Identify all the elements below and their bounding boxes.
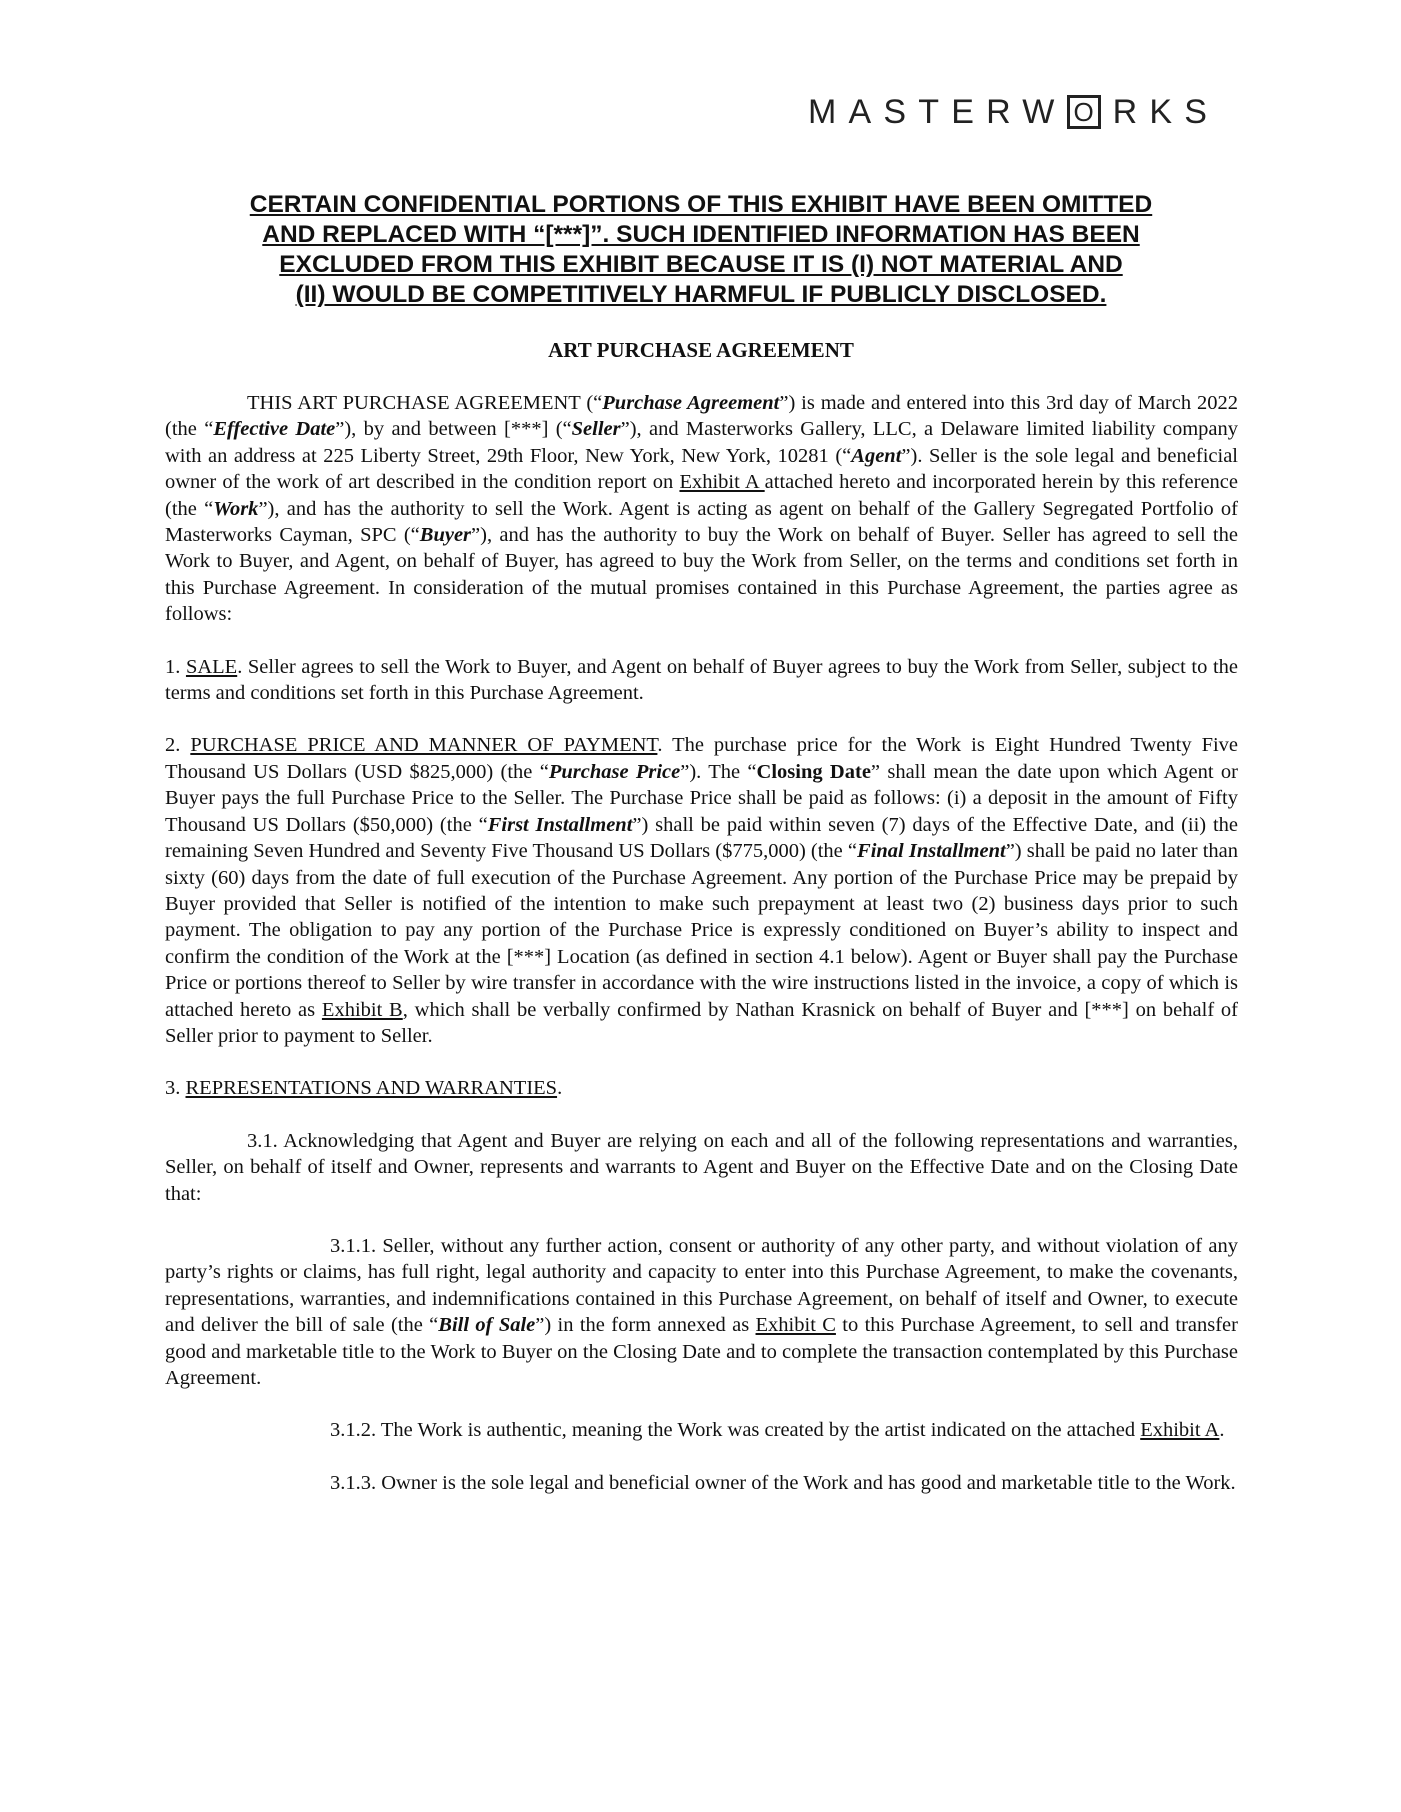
logo-text-start: MASTERW bbox=[808, 92, 1067, 131]
text-run: ”), and has the authority to sell the Work. Agent is acting as agent on behalf of the Gallery Segregated Portfolio of Masterworks Cayman, SPC (“ bbox=[165, 497, 1238, 547]
section-3-1: 3.1. Acknowledging that Agent and Buyer are relying on each and all of the following representations and warranties, Seller, on behalf of itself and Owner, represents and warrants to Agent and Buyer on the Effective Date and on the Closing Date that: bbox=[165, 1129, 1238, 1205]
legend-line: AND REPLACED WITH “[***]”. SUCH IDENTIFIED INFORMATION HAS BEEN bbox=[262, 221, 1140, 248]
document-title: ART PURCHASE AGREEMENT bbox=[548, 338, 854, 362]
section-number: 2. bbox=[165, 734, 191, 757]
defined-term: First Installment bbox=[487, 813, 633, 836]
section-2-purchase-price bbox=[165, 732, 1238, 1049]
exhibit-c-reference: Exhibit C bbox=[755, 1314, 836, 1337]
section-heading: REPRESENTATIONS AND WARRANTIES bbox=[185, 1077, 558, 1100]
section-3-1-3: 3.1.3. Owner is the sole legal and beneficial owner of the Work and has good and marketable title to the Work. bbox=[330, 1471, 1236, 1494]
defined-term: Buyer bbox=[419, 524, 472, 547]
masterworks-logo bbox=[808, 92, 1242, 132]
defined-term: Bill of Sale bbox=[438, 1314, 536, 1337]
section-number: 3. bbox=[165, 1077, 186, 1100]
text-run: ”) shall be paid within seven (7) days of the Effective Date, and (ii) the remaining Seven Hundred and Seventy Five Thousand US Dollars ($775,000) (the “ bbox=[165, 813, 1238, 863]
section-3-heading bbox=[165, 1075, 1238, 1101]
legend-line: EXCLUDED FROM THIS EXHIBIT BECAUSE IT IS (I) NOT MATERIAL AND bbox=[279, 251, 1123, 278]
section-heading: PURCHASE PRICE AND MANNER OF PAYMENT bbox=[190, 734, 658, 757]
defined-term: Closing Date bbox=[756, 760, 871, 783]
intro-paragraph bbox=[165, 390, 1238, 628]
section-number: 1. bbox=[165, 655, 186, 678]
section-3-1-1 bbox=[165, 1233, 1238, 1391]
text-run: ”). Seller is the sole legal and beneficial owner of the work of art described in the condition report on bbox=[165, 444, 1238, 494]
section-1-sale bbox=[165, 654, 1238, 707]
document-body bbox=[165, 390, 1238, 1496]
text-run: to this Purchase Agreement, to sell and transfer good and marketable title to the Work to Buyer on the Closing Date and to complete the transaction contemplated by this Purchase Agreement. bbox=[165, 1314, 1238, 1389]
text-run: ”). The “ bbox=[680, 760, 757, 783]
defined-term: Seller bbox=[571, 418, 621, 441]
defined-term: Agent bbox=[851, 444, 902, 467]
defined-term: Work bbox=[213, 497, 259, 520]
text-run: 3.1.2. The Work is authentic, meaning the Work was created by the artist indicated on the attached bbox=[330, 1419, 1141, 1442]
text-run: ”) shall be paid no later than sixty (60) days from the date of full execution of the Purchase Agreement. Any portion of the Purchase Price may be prepaid by Buyer provided that Seller is notified of the intention to make such prepayment at least two (2) business days prior to such payment. The obligation to pay any portion of the Purchase Price is expressly conditioned on Buyer’s ability to inspect and confirm the condition of the Work at the [***] Location (as defined in section 4.1 below). Agent or Buyer shall pay the Purchase Price or portions thereof to Seller by wire transfer in accordance with the wire instructions listed in the invoice, a copy of which is attached hereto as bbox=[165, 840, 1238, 1021]
section-3-1-2 bbox=[165, 1417, 1238, 1443]
text-run: ”) is made and entered into this 3rd day of March 2022 (the “ bbox=[165, 392, 1238, 441]
text-run: . bbox=[1219, 1419, 1225, 1442]
legend-line: (II) WOULD BE COMPETITIVELY HARMFUL IF PUBLICLY DISCLOSED. bbox=[295, 281, 1107, 308]
text-run: ”), by and between [***] (“ bbox=[335, 418, 572, 441]
text-run: ” shall mean the date upon which Agent or Buyer pays the full Purchase Price to the Seller. The Purchase Price shall be paid as follows: (i) a deposit in the amount of Fifty Thousand US Dollars ($50,000) (the “ bbox=[165, 760, 1238, 836]
text-run: . Seller agrees to sell the Work to Buyer, and Agent on behalf of Buyer agrees to buy the Work from Seller, subject to the terms and conditions set forth in this Purchase Agreement. bbox=[165, 655, 1238, 705]
text-run: THIS ART PURCHASE AGREEMENT (“ bbox=[247, 392, 603, 414]
defined-term: Purchase Price bbox=[548, 760, 681, 783]
logo-box bbox=[1067, 95, 1101, 129]
defined-term: Effective Date bbox=[213, 418, 336, 441]
confidentiality-legend bbox=[170, 190, 1232, 310]
exhibit-a-reference: Exhibit A bbox=[679, 471, 765, 494]
logo-text-end: RKS bbox=[1112, 92, 1220, 131]
exhibit-a-reference: Exhibit A bbox=[1140, 1419, 1220, 1442]
text-run: attached hereto and incorporated herein by this reference (the “ bbox=[165, 471, 1239, 520]
logo-box-letter: O bbox=[1073, 97, 1094, 127]
section-heading: SALE bbox=[185, 655, 238, 678]
text-run: ”), and Masterworks Gallery, LLC, a Delaware limited liability company with an address at 225 Liberty Street, 29th Floor, New York, New York, 10281 (“ bbox=[165, 418, 1238, 467]
exhibit-b-reference: Exhibit B bbox=[321, 998, 403, 1021]
text-run: ”), and has the authority to buy the Work on behalf of Buyer. Seller has agreed to sell the Work to Buyer, and Agent, on behalf of Buyer, has agreed to buy the Work from Seller, on the terms and conditions set forth in this Purchase Agreement. In consideration of the mutual promises contained in this Purchase Agreement, the parties agree as follows: bbox=[165, 524, 1238, 626]
defined-term: Purchase Agreement bbox=[602, 392, 780, 414]
text-run: ”) in the form annexed as bbox=[535, 1314, 756, 1337]
text-run: . bbox=[557, 1077, 563, 1100]
defined-term: Final Installment bbox=[857, 840, 1006, 863]
text-run: . The purchase price for the Work is Eight Hundred Twenty Five Thousand US Dollars (USD $825,000) (the “ bbox=[165, 734, 1239, 783]
legend-line: CERTAIN CONFIDENTIAL PORTIONS OF THIS EXHIBIT HAVE BEEN OMITTED bbox=[249, 191, 1153, 218]
text-run: , which shall be verbally confirmed by Nathan Krasnick on behalf of Buyer and [***] on behalf of Seller prior to payment to Seller. bbox=[165, 998, 1238, 1047]
text-run: 3.1.1. Seller, without any further action, consent or authority of any other party, and without violation of any party’s rights or claims, has full right, legal authority and capacity to enter into this Purchase Agreement, to make the covenants, representations, warranties, and indemnifications contained in this Purchase Agreement, on behalf of itself and Owner, to execute and deliver the bill of sale (the “ bbox=[165, 1234, 1238, 1337]
